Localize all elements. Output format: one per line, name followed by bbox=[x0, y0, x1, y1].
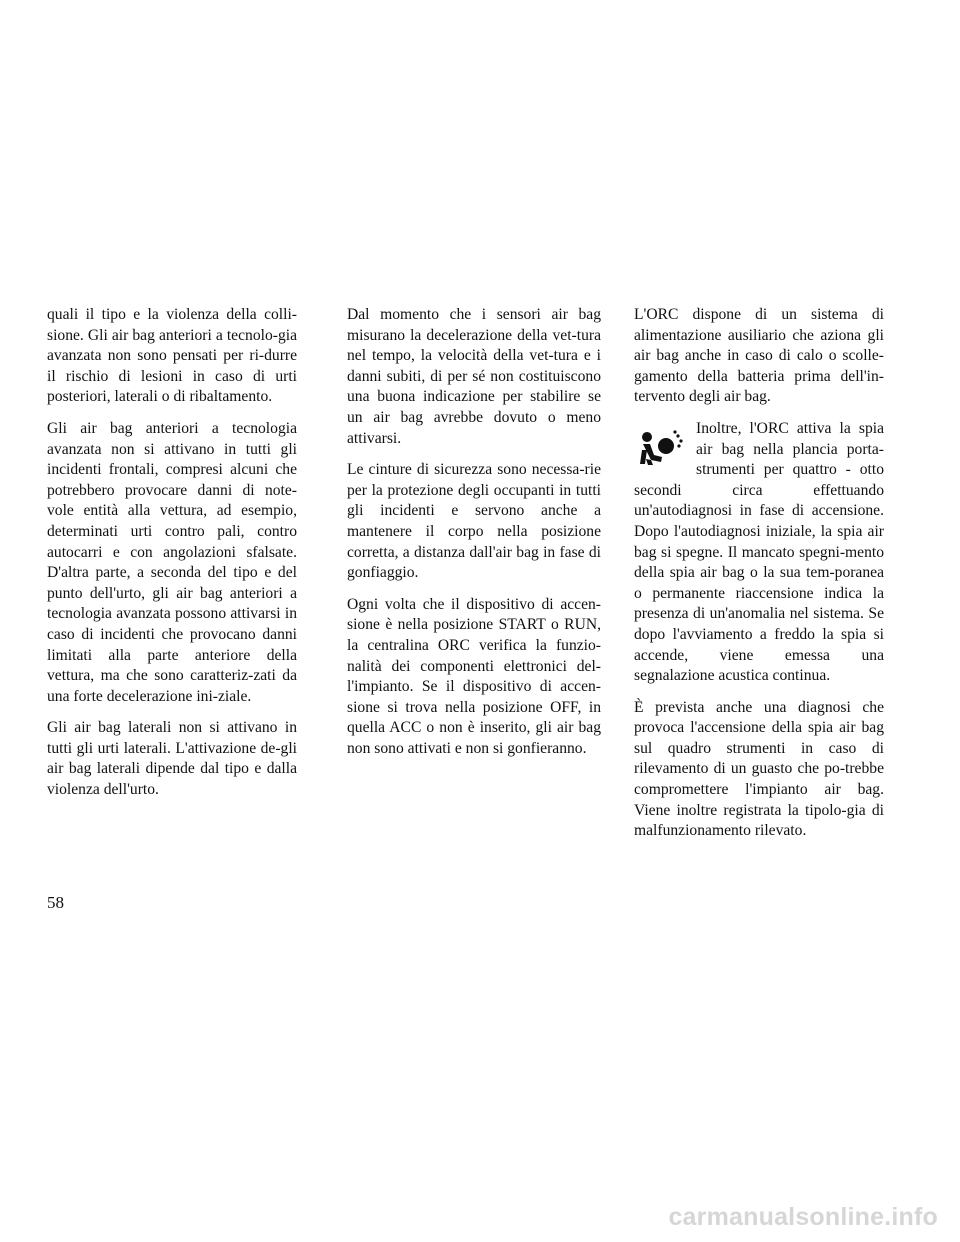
paragraph-warning-light bbox=[634, 419, 884, 687]
text-column-right bbox=[634, 305, 884, 853]
text-column-left bbox=[47, 305, 297, 812]
text-column-middle bbox=[347, 305, 601, 770]
page-number: 58 bbox=[47, 893, 64, 912]
paragraph-sensors: Dal momento che i sensori air bag misurano la decelerazione della vet-tura nel tempo, la velocità della vet-tura e i danni subiti, di per sé non costituiscono una buona indicazione per stabilire se un air bag avrebbe dovuto o meno attivarsi. bbox=[347, 306, 601, 447]
paragraph-airbag-limits: quali il tipo e la violenza della colli-sione. Gli air bag anteriori a tecnolo-gia avanzata non sono pensati per ri-durre il rischio di lesioni in caso di urti posteriori, laterali o di ribaltamento. bbox=[47, 306, 297, 406]
airbag-warning-light-icon bbox=[634, 428, 686, 474]
paragraph-seat-belts: Le cinture di sicurezza sono necessa-rie per la protezione degli occupanti in tutti gli incidenti e servono anche a mantenere il corpo nella posizione corretta, a distanza dall'air bag in fase di gonfiaggio. bbox=[347, 461, 601, 582]
paragraph-orc-power: L'ORC dispone di un sistema di alimentazione ausiliario che aziona gli air bag anche in caso di calo o scolle-gamento della batteria prima dell'in-tervento degli air bag. bbox=[634, 306, 884, 406]
warning-light-text: Inoltre, l'ORC attiva la spia air bag nella plancia porta-strumenti per quattro - otto secondi circa effettuando un'autodiagnosi in fase di accensione. Dopo l'autodiagnosi iniziale, la spia air bag si spegne. Il mancato spegni-mento della spia air bag o la sua tem-poranea o permanente riaccensione indica la presenza di un'anomalia nel sistema. Se dopo l'avviamento a freddo la spia si accende, viene emessa una segnalazione acustica continua. bbox=[634, 419, 884, 685]
paragraph-frontal-airbags: Gli air bag anteriori a tecnologia avanzata non si attivano in tutti gli incidenti frontali, compresi alcuni che potrebbero provocare danni di note-vole entità alla vettura, ad esempio, determinati urti contro pali, contro autocarri e con angolazioni sfalsate. D'altra parte, a seconda del tipo e del punto dell'urto, gli air bag anteriori a tecnologia avanzata possono attivarsi in caso di incidenti che provocano danni limitati alla parte anteriore della vettura, ma che sono caratteriz-zati da una forte decelerazione ini-ziale. bbox=[47, 419, 297, 705]
watermark: carmanualsonline.info bbox=[668, 1203, 938, 1231]
paragraph-orc-check: Ogni volta che il dispositivo di accen-sione è nella posizione START o RUN, la centralina ORC verifica la funzio-nalità dei componenti elettronici del-l'impianto. Se il dispositivo di accen-sione si trova nella posizione OFF, in quella ACC o non è inserito, gli air bag non sono attivati e non si gonfieranno. bbox=[347, 595, 601, 757]
paragraph-diagnosis: È prevista anche una diagnosi che provoca l'accensione della spia air bag sul quadro strumenti in caso di rilevamento di un guasto che po-trebbe compromettere l'impianto air bag. Viene inoltre registrata la tipolo-gia di malfunzionamento rilevato. bbox=[634, 698, 884, 840]
paragraph-side-airbags: Gli air bag laterali non si attivano in tutti gli urti laterali. L'attivazione de-gli air bag laterali dipende dal tipo e dalla violenza dell'urto. bbox=[47, 719, 297, 799]
